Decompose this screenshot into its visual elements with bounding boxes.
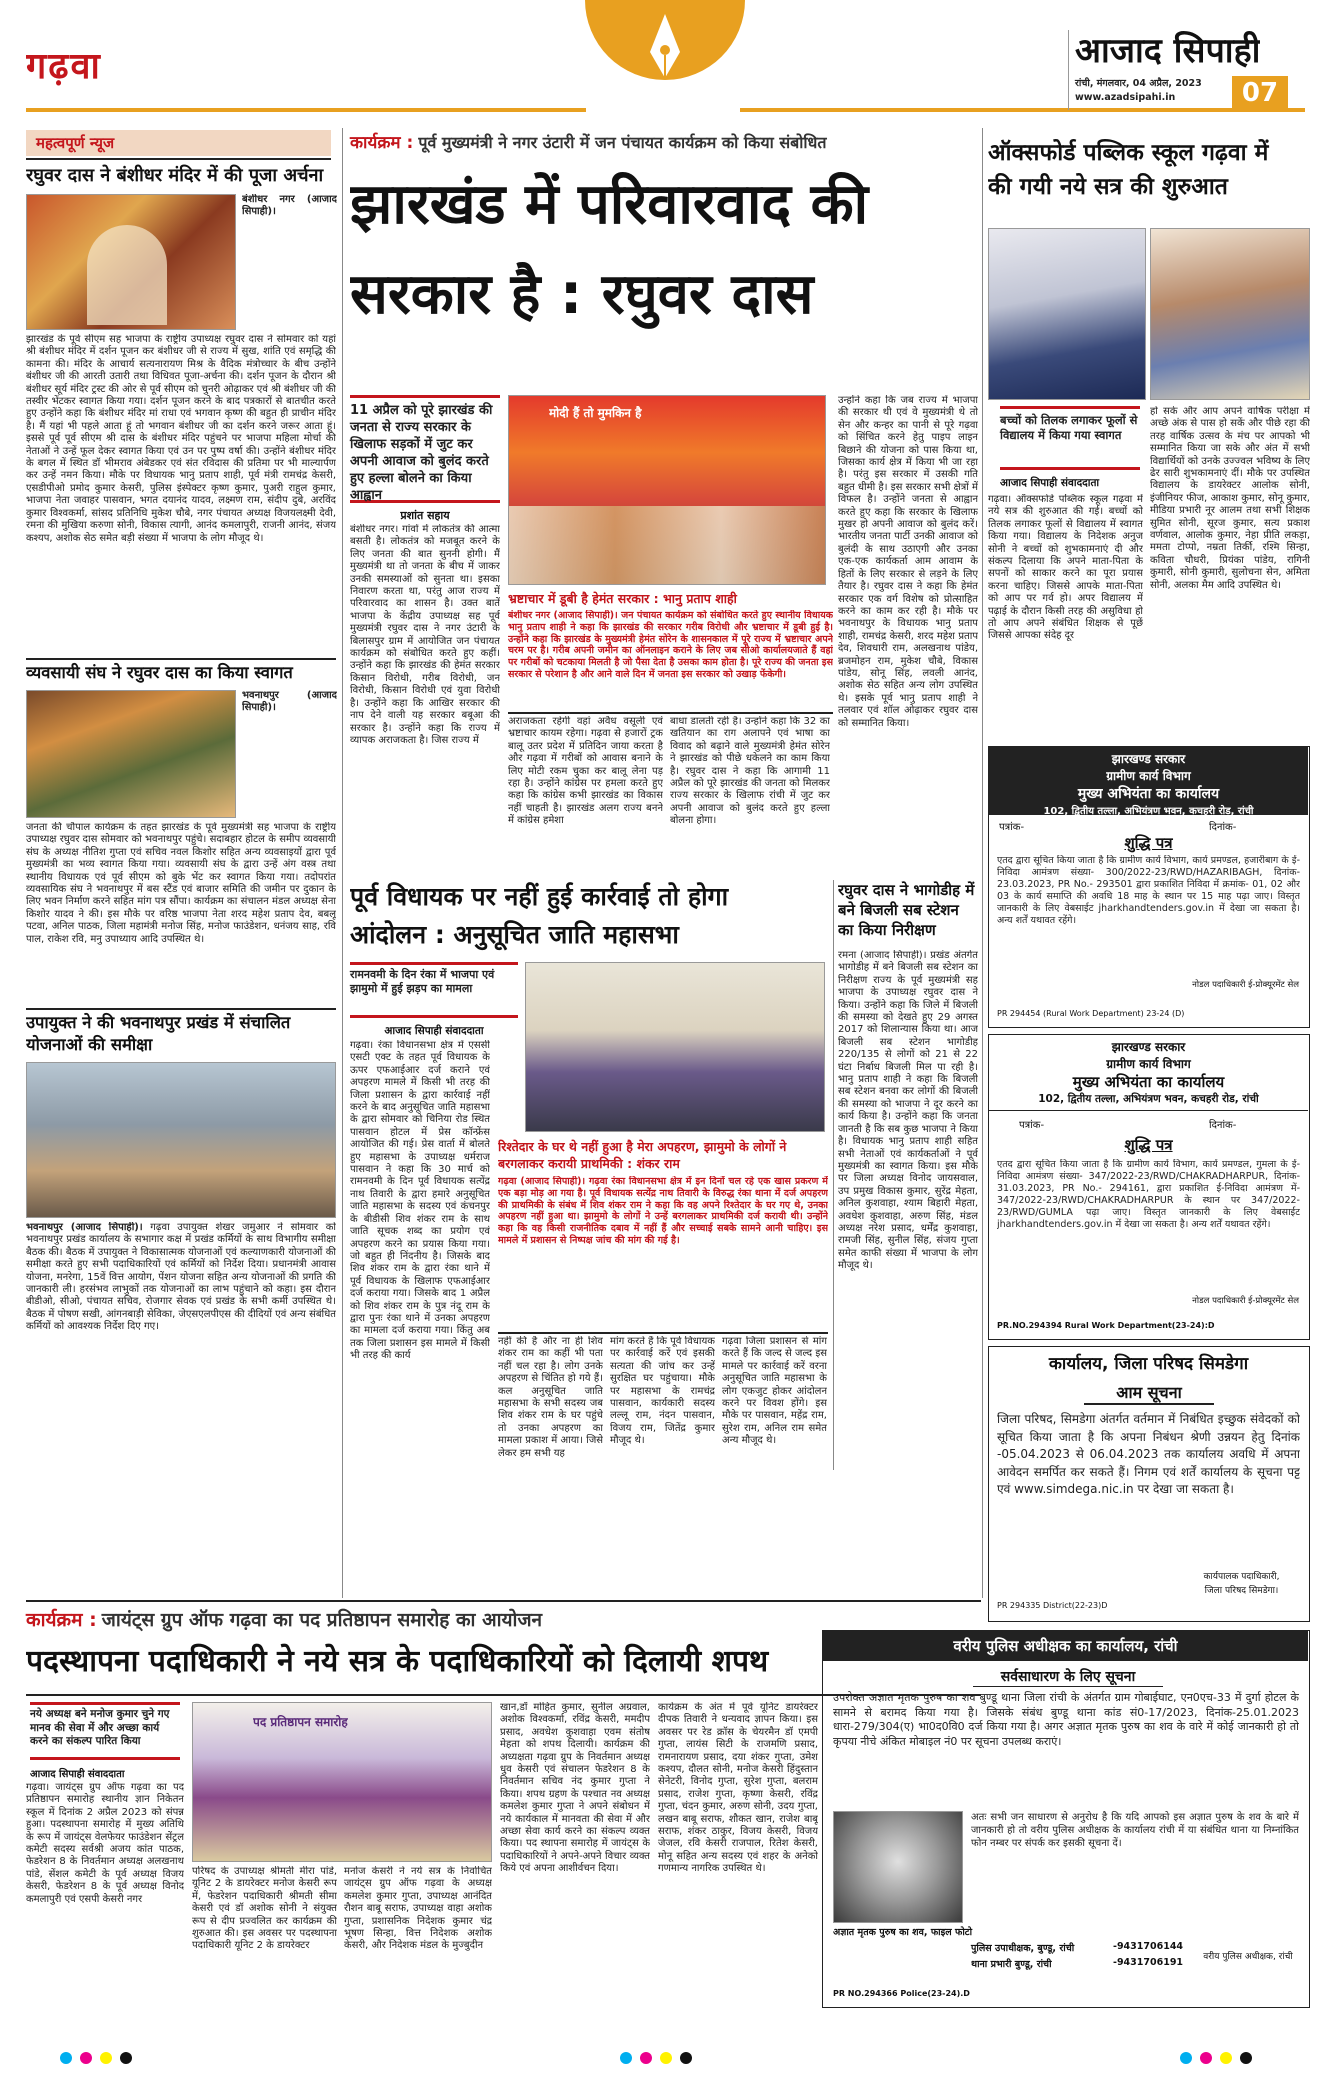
ad3-sign1: कार्यपालक पदाधिकारी, xyxy=(1203,1572,1280,1582)
ad2-dinank: दिनांक- xyxy=(1209,1120,1237,1131)
sub-body-bhanu: बंशीधर नगर (आजाद सिपाही)। जन पंचायत कार्यक्रम को संबोधित करते हुए स्थानीय विधायक भानु प्रताप शाही ने कहा कि झारखंड की सरकार गरीब विरोधी और भ्रष्टाचार में डूबी हुई है। उन्होंने कहा कि झारखंड के मुख्यमंत्री हेमंत सोरेन के शासनकाल में पूरे राज्य में भ्रष्टाचार अपने चरम पर है। गरीब अपनी जमीन का ऑनलाइन कराने के लिए जब सीओ कार्यालयजाते हैं वहां पर गरीबों को चटकाया मिलती है जो पैसा देता है उसका काम होता है। पूरे राज्य की जनता इस सरकार से परेशान है और आने वाले दिन में जनता इस सरकार को उखाड़ फेंकेगी। xyxy=(508,610,833,680)
reg-mark xyxy=(1200,2052,1212,2064)
photo-oxford-1 xyxy=(988,228,1146,400)
bottom-col3: मनोज केसरी ने नये सत्र के निर्वाचित जायंट्स ग्रुप ऑफ गढ़वा के अध्यक्ष कमलेश कुमार गुप्ता, उपाध्यक्ष आनंदित रौशन बाबू सराफ, उपाध्यक्ष वाहा अशोक गुप्ता, प्रशासनिक निदेशक कुमार चंद्र भूषण सिन्हा, वित्त निदेशक अशोक केसरी, और निदेशक मंडल के मुज्बुदीन xyxy=(344,1866,492,1952)
ad1-dinank: दिनांक- xyxy=(1209,822,1237,833)
main-kicker: कार्यक्रम : xyxy=(350,133,414,153)
divider xyxy=(26,1008,336,1010)
ad-rural-works-2 xyxy=(988,1034,1310,1340)
main-col2: अराजकता रहेगी वहां अवैध वसूली एवं भ्रष्टाचार कायम रहेगा। गढ़वा से हजारों ट्रक बालू उतर प्रदेश में प्रतिदिन जाया करता है और गढ़वा में गरीबों को आवास बनाने के लिए मोटी रकम चुका कर बालू लेना पड़ रहा है। उन्होंने कांग्रेस पर हमला करते हुए कहा कि कांग्रेस कभी झारखंड का विकास नहीं चाहती है। झारखंड अलग राज्य बनने में कांग्रेस हमेशा xyxy=(508,716,663,827)
ad-zila-parishad-simdega xyxy=(988,1346,1310,1622)
ad2-address: 102, द्वितीय तल्ला, अभियंत्रण भवन, कचहरी रोड, रांची xyxy=(1038,1093,1259,1105)
story1-dateline: बंशीधर नगर (आजाद सिपाही)। xyxy=(242,194,337,218)
main-quote: 11 अप्रैल को पूरे झारखंड की जनता से राज्य सरकार के खिलाफ सड़कों में जुट कर अपनी आवाज को बुलंद करते हुए हल्ला बोलने का किया आह्वान xyxy=(350,395,500,503)
main-deck: पूर्व मुख्यमंत्री ने नगर उंटारी में जन पंचायत कार्यक्रम को किया संबोधित xyxy=(418,133,827,152)
bottom-deck: जायंट्स ग्रुप ऑफ गढ़वा का पद प्रतिष्ठापन समारोह का आयोजन xyxy=(101,1609,543,1631)
footer-color-marks xyxy=(0,2044,1325,2074)
center2-bottom2: मांग करते हैं कि पूर्व विधायक पर कार्रवाई करें एवं इसकी सत्यता की जांच कर उन्हें सुरक्षित घर पहुंचाया। मौके पर महासभा के रामचंद्र पासवान, कार्यकारी सदस्य लल्लू राम, नंदन पासवान, विजय राम, जितेंद्र कुमार मौजूद थे। xyxy=(610,1336,715,1447)
ad2-title3: मुख्य अभियंता का कार्यालय xyxy=(1072,1073,1225,1091)
ad1-sign: नोडल पदाधिकारी ई-प्रोक्यूरमेंट सेल xyxy=(1192,980,1299,990)
photo-temple-puja xyxy=(26,194,236,330)
nib-logo-icon xyxy=(580,0,750,112)
headline-oxford: ऑक्सफोर्ड पब्लिक स्कूल गढ़वा में की गयी नये सत्र की शुरुआत xyxy=(988,140,1269,200)
reg-mark xyxy=(1240,2052,1252,2064)
photo-giants-ceremony xyxy=(192,1702,492,1862)
headline2-line2: आंदोलन : अनुसूचित जाति महासभा xyxy=(350,920,679,949)
reg-mark xyxy=(1180,2052,1192,2064)
divider xyxy=(508,712,833,714)
oxford-col2: हो सके और आप अपने वार्षिक परीक्षा में अच्छे अंक से पास हो सकें और पीछे रहा की तरह वार्षिक उत्सव के मंच पर आपको भी सम्मानित किया जा सके और अंत में सभी विद्यार्थियों को उनके उज्ज्वल भविष्य के लिए ढेर सारी शुभकामनाएं दीं। मौके पर उपस्थित विद्यालय के डायरेक्टर आलोक सोनी, इंजीनियर फीज, आकाश कुमार, सोनू कुमार, मीडिया प्रभारी नूर आलम तथा सभी शिक्षक सुमित सोनी, सूरज कुमार, सत्य प्रकाश वर्णवाल, आलोक कुमार, नेहा प्रीति लकड़ा, ममता टोप्पो, नम्रता तिर्की, रश्मि सिन्हा, कविता चौधरी, प्रियंका पांडेय, रागिनी कुमारी, सोनी कुमारी, सुलोचना सेन, अमिता सोनी, अलका मैम आदि उपस्थित थे। xyxy=(1150,406,1310,591)
ad1-address: 102, द्वितीय तल्ला, अभियंत्रण भवन, कचहरी रोड, रांची xyxy=(1043,806,1254,817)
date-line: रांची, मंगलवार, 04 अप्रैल, 2023 xyxy=(1075,78,1202,89)
main-col1: बंशीधर नगर। गांवों में लोकतंत्र की आत्मा बसती है। लोकतंत्र को मजबूत करने के लिए जनता की बात सुननी होगी। मैं मुख्यमंत्री था तो जनता के बीच में जाकर उनकी समस्याओं को सुनता था। इसका निवारण करता था, परंतु आज राज्य में परिवारवाद का शासन है। उक्त बातें भाजपा के केंद्रीय उपाध्यक्ष सह पूर्व मुख्यमंत्री रघुवर दास ने नगर उंटारी के बिलासपुर ग्राम में आयोजित जन पंचायत कार्यक्रम को संबोधित करते हुए कहीं। उन्होंने कहा कि झारखंड की हेमंत सरकार किसान विरोधी, गरीब विरोधी, जन विरोधी, किसान विरोधी एवं युवा विरोधी है। उन्होंने कहा कि आखिर सरकार की नाप देने वाली यह सरकार बबूआ की सरकार है। उन्होंने कहा कि राज्य में व्यापक अराजकता है। जिस राज्य में xyxy=(350,524,500,746)
divider xyxy=(833,880,834,1470)
ad1-title1: झारखण्ड सरकार xyxy=(1111,752,1186,766)
important-news-kicker: महत्वपूर्ण न्यूज xyxy=(26,130,331,156)
bottom-col1: गढ़वा। जायंट्स ग्रुप ऑफ गढ़वा का पद प्रतिष्ठापन समारोह स्थानीय ज्ञान निकेतन स्कूल में दिनांक 2 अप्रैल 2023 को संपन्न हुआ। पदस्थापना समारोह में मुख्य अतिथि के रूप में जायंट्स वेलफेयर फाउंडेशन सेंट्रल कमेटी सदस्य सर्वश्री अजय कांत पाठक, फेडरेशन 8 के निवर्तमान अध्यक्ष अलखनाथ पांडे, सेंशल कमेटी के पूर्व अध्यक्ष विजय केसरी, फेडरेशन 8 के पूर्व अध्यक्ष विनोद कमलापुरी एवं एसपी केसरी नगर xyxy=(26,1782,184,1905)
gold-rule-left xyxy=(26,108,586,112)
center2-quote: रामनवमी के दिन रंका में भाजपा एवं झामुमो में हुई झड़प का मामला xyxy=(350,962,518,1018)
ad1-pr: PR 294454 (Rural Work Department) 23-24 (D) xyxy=(997,1009,1185,1018)
story2-body: जनता की चौपाल कार्यक्रम के तहत झारखंड के पूर्व मुख्यमंत्री सह भाजपा के राष्ट्रीय उपाध्यक्ष रघुवर दास सोमवार को भवनाथपुर पहुंचे। सदाबहार होटल के समीप व्यवसायी संघ के अध्यक्ष नीतिश गुप्ता एवं सचिव नवल किशोर सहित अन्य व्यवसाइयों द्वारा पूर्व मुख्यमंत्री का भव्य स्वागत किया गया। व्यवसायी संघ के द्वारा उन्हें अंग वस्त्र तथा स्थानीय विधायक एवं पूर्व सीएम को बुके भेंट कर स्वागत किया गया। तदोपरांत व्यवसायिक संघ ने भवनाथपुर में बस स्टैंड एवं बाजार समिति की जमीन पर दुकान के लिए भवन निर्माण करने सहित मांग पत्र सौंपा। कार्यक्रम का संचालन मंडल अध्यक्ष सेना किशोर यादव ने की। इस मौके पर वरिष्ठ भाजपा नेता शरद महेश प्रताप देव, बबलू पटवा, अनिल पाठक, जिला महामंत्री मनोज सिंह, मनोज फाउंडेशन, धनंजय साह, रवि पाल, राकेश रवि, मनु उपाध्याय आदि उपस्थित थे। xyxy=(26,822,336,945)
bottom-col4: खान,डॉ मोहित कुमार, सुनील अग्रवाल, अशोक विश्वकर्मा, रविंद्र केसरी, ममदीप प्रसाद, अवधेश कुशवाहा एवम संतोष मेहता को शपथ दिलायी। कार्यक्रम की अध्यक्षता गढ़वा ग्रुप के निवर्तमान अध्यक्ष धुव केसरी एवं संचालन फेडरेशन 8 के निवर्तमान सचिव नंद कुमार गुप्ता ने किया। शपथ ग्रहण के पश्चात नव अध्यक्ष कमलेश कुमार गुप्ता ने अपने संबोधन में नये कार्यकाल में मानवता की सेवा में और अच्छा सेवा कार्य करने का संकल्प व्यक्त किया। पद स्थापना समारोह में जायंट्स के पदाधिकारियों ने अपने-अपने विचार व्यक्त किये एवं अपना आशीर्वचन दिया। xyxy=(500,1702,650,1875)
ad2-header xyxy=(989,1035,1308,1111)
story3-body: गढ़वा उपायुक्त शेखर जमुआर ने सोमवार को भवनाथपुर प्रखंड कार्यालय के सभागार कक्ष में प्रखंड कर्मियों के साथ विभागीय समीक्षा बैठक की। बैठक में उपायुक्त ने विकासात्मक योजनाओं एवं कल्याणकारी योजनाओं की समीक्षा करते हुए सभी पदाधिकारियों एवं कर्मियों को निर्देश दिया। प्रधानमंत्री आवास योजना, मनरेगा, 15वें वित्त आयोग, पेंशन योजना सहित अन्य योजनाओं की प्रगति की जानकारी ली। हरसंभव लाभुकों तक योजनाओं का लाभ पहुंचाने को कहा। इस दौरान बीडीओ, सीओ, पंचायत सचिव, रोजगार सेवक एवं प्रखंड के सभी कर्मी उपस्थित थे। बैठक में पोषण सखी, आंगनबाड़ी सेविका, जेएसएलपीएस की दीदियों एवं अन्य संबंधित कर्मियों को आवश्यक निर्देश दिए गए। xyxy=(26,1222,336,1333)
reg-mark xyxy=(660,2052,672,2064)
headline-ramna: रघुवर दास ने भागोडीह में बने बिजली सब स्टेशन का किया निरीक्षण xyxy=(838,881,975,939)
ramna-body: रमना (आजाद सिपाही)। प्रखंड अंतर्गत भागोडीह में बने बिजली सब स्टेशन का निरीक्षण राज्य के पूर्व मुख्यमंत्री सह भाजपा के उपाध्यक्ष रघुवर दास ने किया। उन्होंने कहा कि जिले में बिजली की समस्या को देखते हुए 29 अगस्त 2017 को शिलान्यास किया था। आज बिजली सब स्टेशन भागोडीह 220/135 से लोगों को 21 से 22 घंटा निर्बाध बिजली मिल पा रही है। भानु प्रताप शाही ने कहा कि बिजली सब स्टेशन बनवा कर लोगों की बिजली की समस्या को भाजपा ने दूर करने का कार्य किया है। उन्होंने कहा कि जनता जानती है कि सब कुछ भाजपा ने किया है। विधायक भानु प्रताप शाही सहित सभी नेताओं एवं कार्यकर्ताओं ने पूर्व मुख्यमंत्री का स्वागत किया। इस मौके पर जिला अध्यक्ष विनोद जायसवाल, उप प्रमुख विकास कुमार, सुरेंद्र मेहता, अनिल कुशवाहा, श्याम बिहारी मेहता, अवधेश कुशवाहा, अरुण सिंह, मंडल अध्यक्ष नरेश प्रसाद, धर्मेंद्र कुशवाहा, रामजी सिंह, सुनील सिंह, संजय गुप्ता समेत काफी संख्या में भाजपा के लोग मौजूद थे। xyxy=(838,950,978,1272)
bottom-headline: पदस्थापना पदाधिकारी ने नये सत्र के पदाधिकारियों को दिलायी शपथ xyxy=(26,1644,769,1679)
photo-vyavsayi-welcome xyxy=(26,690,236,818)
photo-oxford-2 xyxy=(1150,228,1310,400)
headline-vyavsayi: व्यवसायी संघ ने रघुवर दास का किया स्वागत xyxy=(26,663,293,682)
ad4-phone1: -9431706144 xyxy=(1113,1941,1184,1952)
reg-mark xyxy=(120,2052,132,2064)
ad4-contact2: थाना प्रभारी बुण्डू, रांची xyxy=(971,1959,1052,1970)
reg-mark xyxy=(640,2052,652,2064)
ad1-shuddhi: शुद्धि पत्र xyxy=(1124,834,1173,852)
bottom-kicker: कार्यक्रम : xyxy=(26,1609,97,1631)
story1-text-side xyxy=(242,194,337,330)
ad-police-ranchi xyxy=(822,1630,1310,2008)
ad4-body2: अतः सभी जन साधारण से अनुरोध है कि यदि आपको इस अज्ञात पुरुष के शव के बारे में जानकारी हो तो वरीय पुलिस अधीक्षक के कार्यालय रांची में या संबंधित थाना या निम्नांकित फोन नम्बर पर संपर्क कर इसकी सूचना दें। xyxy=(971,1812,1299,1849)
ad3-pr: PR 294335 District(22-23)D xyxy=(997,1601,1108,1610)
bottom-byline: आजाद सिपाही संवाददाता xyxy=(30,1769,125,1780)
ad4-body: उपरोक्त अज्ञात मृतक पुरुष का शव बुण्डू थाना जिला रांची के अंतर्गत ग्राम गोबाईघाट, एन0एच-33 में दुर्गा होटल के सामने से बरामद किया गया है। जिसके संबंध बुण्डू थाना कांड सं0-17/2023, दिनांक-25.01.2023 धारा-279/304(ए) भा0द0वि0 दर्ज किया गया है। अगर अज्ञात मृतक पुरुष का शव के वारे में कोई जानकारी हो तो कृपया नीचे अंकित मोबाइल नं0 पर सूचना उपलब्ध कराएं। xyxy=(833,1691,1299,1748)
website[interactable]: www.azadsipahi.in xyxy=(1075,92,1176,103)
bottom-col2: परिषद के उपाध्यक्ष श्रीमती मीरा पांडे, यूनिट 2 के डायरेक्टर मनोज केसरी रूप में, फेडरेशन पदाधिकारी श्रीमती सीमा केसरी एवं डॉ अशोक सोनी ने संयुक्त रूप से दीप प्रज्वलित कर कार्यक्रम की शुरुआत की। इस अवसर पर पदस्थापना पदाधिकारी यूनिट 2 के डायरेक्टर xyxy=(192,1866,337,1952)
masthead-divider xyxy=(1068,30,1069,110)
reg-mark xyxy=(60,2052,72,2064)
ad4-notice: सर्वसाधारण के लिए सूचना xyxy=(973,1667,1163,1687)
reg-mark xyxy=(80,2052,92,2064)
ad2-body: एतद द्वारा सूचित किया जाता है कि ग्रामीण कार्य विभाग, कार्य प्रमण्डल, गुमला के ई-निविदा आमंत्रण संख्या- 347/2022-23/RWD/CHAKRADHARPUR, दिनांक- 31.03.2023, PR No.- 294161, द्वारा प्रकाशित ई-निविदा आमंत्रण में- 347/2022-23/RWD/CHAKRADHARPUR के स्थान पर 347/2022-23/RWD/GUMLA पढ़ा जाए। विस्तृत जानकारी के लिए वेबसाईट jharkhandtenders.gov.in में देखा जा सकता है। अन्य शर्तें यथावत रहेंगे। xyxy=(997,1159,1300,1230)
ad1-header xyxy=(989,747,1308,815)
divider xyxy=(26,658,336,660)
story2-text-side xyxy=(242,690,337,818)
ad2-patrank: पत्रांक- xyxy=(1019,1120,1045,1131)
divider xyxy=(342,128,343,1598)
photo-banner-text: मोदी हैं तो मुमकिन है xyxy=(549,406,642,420)
photo-jan-panchayat-stage xyxy=(508,395,826,585)
photo-review-meeting xyxy=(26,1062,336,1218)
divider xyxy=(982,128,983,1598)
photo-figure xyxy=(87,225,167,325)
oxford-byline: आजाद सिपाही संवाददाता xyxy=(1000,477,1100,489)
main-headline-line1: झारखंड में परिवारवाद की xyxy=(350,172,869,237)
center2-bottom3: गढ़वा जिला प्रशासन से मांग करते हैं कि जल्द से जल्द इस मामले पर कार्रवाई करें वरना अनुसूचित जाति महासभा के लोग एकजुट होकर आंदोलन करने पर विवश होंगे। इस मौके पर पासवान, महेंद्र राम, सुरेश राम, अनिल राम समेत अन्य मौजूद थे। xyxy=(722,1336,827,1447)
ad2-title1: झारखण्ड सरकार xyxy=(1111,1040,1186,1054)
ad1-title2: ग्रामीण कार्य विभाग xyxy=(1106,769,1191,783)
ad4-sign: वरीय पुलिस अधीक्षक, रांची xyxy=(1203,1952,1293,1962)
giants-banner-text: पद प्रतिष्ठापन समारोह xyxy=(253,1715,348,1729)
bottom-col5: कार्यक्रम के अंत में पूर्व यूनिट डायरेक्टर दीपक तिवारी ने धन्यवाद ज्ञापन किया। इस अवसर पर रेड क्रॉस के चेयरमैन डॉ एमपी गुप्ता, लायंस सिटी के राजमणि प्रसाद, रामनारायण प्रसाद, दया शंकर गुप्ता, उमेश कश्यप, दौलत सोनी, मनोज केसरी हिंदुस्तान सेनेटरी, विनोद गुप्ता, सुरेश गुप्ता, बलराम प्रसाद, राजेश गुप्ता, कृष्णा केसरी, रविंद्र गुप्ता, चंदन कुमार, अरुण सोनी, उदय गुप्ता, लखन बाबू सराफ, शौकत खान, राजेश बाबू सराफ, शंकर ठाकुर, विजय केसरी, विजय जेजल, रवि केसरी राजपाल, रितेश केसरी, मोनू सहित अन्य सदस्य एवं शहर के अनेको गणमान्य नागरिक उपस्थित थे। xyxy=(658,1702,818,1875)
ad2-sign: नोडल पदाधिकारी ई-प्रोक्यूरमेंट सेल xyxy=(1192,1296,1299,1306)
ad2-shuddhi: शुद्धि पत्र xyxy=(1124,1136,1173,1154)
ad2-title2: ग्रामीण कार्य विभाग xyxy=(1106,1057,1191,1071)
ad1-title3: मुख्य अभियंता का कार्यालय xyxy=(1077,786,1220,802)
story3-dateline: भवनाथपुर (आजाद सिपाही)। xyxy=(26,1222,143,1233)
paper-name: आजाद सिपाही xyxy=(1075,31,1261,71)
ad-rural-works-1 xyxy=(988,746,1310,1028)
deck-row xyxy=(350,130,970,164)
ad4-title: वरीय पुलिस अधीक्षक का कार्यालय, रांची xyxy=(823,1631,1308,1661)
ad3-notice: आम सूचना xyxy=(1084,1381,1214,1405)
main-byline: प्रशांत सहाय xyxy=(400,509,450,522)
headline-upayukt: उपायुक्त ने की भवनाथपुर प्रखंड में संचालित योजनाओं की समीक्षा xyxy=(26,1013,291,1054)
gold-rule-right xyxy=(740,108,1305,112)
main-col4: उन्होंने कहा कि जब राज्य में भाजपा की सरकार थी एवं वे मुख्यमंत्री थे तो सेन और कन्हर का पानी से पूरे गढ़वा को सिंचित करने हेतु पाइप लाइन बिछाने की योजना को पास किया था, जिसका कार्य क्षेत्र में किया भी जा रहा है। परंतु इस सरकार में उसकी गति बहुत धीमी है। इस सरकार सभी क्षेत्रों में विफल है। उन्होंने जनता से आह्वान करते हुए कहा कि सरकार के खिलाफ मुखर हो अपनी आवाज को बुलंद करें। भारतीय जनता पार्टी उनकी आवाज को बुलंदी के साथ उठाएगी और उनका एक-एक कार्यकर्ता आम आवाम के हितों के लिए सरकार से लड़ने के लिए तैयार है। रघुवर दास ने कहा कि हेमंत सरकार एक वर्ग विशेष को प्रोत्साहित करने का काम कर रही है। मौके पर भवनाथपुर के विधायक भानु प्रताप शाही, रामचंद्र केसरी, शरद महेश प्रताप देव, शिवधारी राम, अलखनाथ पांडेय, ब्रजमोहन राम, मुकेश चौबे, विकास पांडेय, सोनू सिंह, लवली आनंद, अशोक सेठ सहित अन्य लोग उपस्थित थे। इसके पूर्व भानु प्रताप शाही ने तलवार एवं शॉल ओढ़ाकर रघुवर दास को सम्मानित किया। xyxy=(838,395,978,729)
sub-body-shankar: गढ़वा (आजाद सिपाही)। गढ़वा रंका विधानसभा क्षेत्र में इन दिनों चल रहे एक खास प्रकरण में एक बड़ा मोड़ आ गया है। पूर्व विधायक सत्येंद्र नाथ तिवारी के विरुद्ध रंका थाना में दर्ज अपहरण की प्राथमिकी के संबंध में शिव शंकर राम ने कहा कि वह अपने रिश्तेदार के घर गए थे, उनका अपहरण नहीं हुआ था। झामुमो के लोगों ने उन्हें बरगलाकर प्राथमिकी दर्ज करायी थी। उन्होंने कहा कि वह किसी राजनीतिक दबाव में नहीं हैं और सच्चाई सबके सामने आनी चाहिए। इस मामले में प्रशासन से निष्पक्ष जांच की मांग की गई है। xyxy=(498,1176,828,1246)
ad3-sign2: जिला परिषद सिमडेगा। xyxy=(1204,1586,1279,1596)
section-name: गढ़वा xyxy=(26,46,102,87)
ad4-caption: अज्ञात मृतक पुरुष का शव, फाइल फोटो xyxy=(833,1927,973,1938)
story3-text xyxy=(26,1222,336,1594)
ad1-patrank: पत्रांक- xyxy=(999,822,1025,833)
page-number: 07 xyxy=(1232,76,1288,110)
ad4-phone2: -9431706191 xyxy=(1113,1957,1184,1968)
center2-bottom1: नहीं की है और ना ही शिव शंकर राम का कहीं भी पता नहीं चल रहा है। लोग उनके अपहरण से चिंतित हो गये हैं। कल अनुसूचित जाति महासभा के सभी सदस्य जब शिव शंकर राम के घर पहुंचे तो उनका अपहरण का मामला प्रकाश में आया। जिसे लेकर हम सभी यह xyxy=(498,1336,603,1459)
ad3-title: कार्यालय, जिला परिषद सिमडेगा xyxy=(1048,1354,1249,1374)
sub-headline-shankar: रिश्तेदार के घर थे नहीं हुआ है मेरा अपहरण, झामुमो के लोगों ने बरगलाकर करायी प्राथमिकी : शंकर राम xyxy=(498,1139,787,1171)
reg-mark xyxy=(1220,2052,1232,2064)
masthead xyxy=(0,0,1325,118)
headline-banshidhar: रघुवर दास ने बंशीधर मंदिर में की पूजा अर्चना xyxy=(26,165,324,186)
photo-press-conference xyxy=(525,962,825,1132)
main-col3: बाधा डालती रही है। उन्होंने कहा कि 32 का खतियान का राग अलापने एवं भाषा का विवाद को बढ़ाने वाले मुख्यमंत्री हेमंत सोरेन ने झारखंड को पीछे धकेलने का काम किया है। रघुवर दास ने कहा कि आगामी 11 अप्रैल को पूरे झारखंड की जनता को मिलकर राज्य सरकार के खिलाफ रांची में जुट कर अपनी आवाज को बुलंद करते हुए हल्ला बोलना होगा। xyxy=(670,716,830,827)
center2-byline: आजाद सिपाही संवाददाता xyxy=(384,1025,484,1037)
divider xyxy=(26,158,331,160)
headline2-line1: पूर्व विधायक पर नहीं हुई कार्रवाई तो होगा xyxy=(350,882,729,911)
ad2-pr: PR.NO.294394 Rural Work Department(23-24):D xyxy=(997,1321,1215,1330)
sub-headline-bhanu: भ्रष्टाचार में डूबी है हेमंत सरकार : भानु प्रताप शाही xyxy=(508,591,737,606)
reg-mark xyxy=(100,2052,112,2064)
main-headline-line2: सरकार है : रघुवर दास xyxy=(350,262,814,327)
ad4-contact1: पुलिस उपाधीक्षक, बुण्डू, रांची xyxy=(971,1943,1075,1954)
center2-col1: गढ़वा। रंका विधानसभा क्षेत्र में एससी एसटी एक्ट के तहत पूर्व विधायक के ऊपर एफआईआर दर्ज कराने एवं अपहरण मामले में किसी भी तरह की जिला प्रशासन के द्वारा कार्रवाई नहीं करने के बाद अनुसूचित जाति महासभा के द्वारा सोमवार को चिनिया रोड स्थित पासवान होटल में प्रेस कॉन्फ्रेंस आयोजित की गई। प्रेस वार्ता में बोलते हुए महासभा के उपाध्यक्ष धर्मराज पासवान ने कहा कि 30 मार्च को रामनवमी के दिन पूर्व विधायक सत्येंद्र नाथ तिवारी के द्वारा हमारे अनुसूचित जाति महासभा के सदस्य एवं कंचनपुर के बीडीसी शिव शंकर राम के साथ जाति सूचक शब्द का प्रयोग एवं अपहरण करने का प्रयास किया गया। जो बहुत ही निंदनीय है। जिसके बाद शिव शंकर राम के द्वारा रंका थाने में पूर्व विधायक के खिलाफ एफआईआर दर्ज कराया गया। जिसके बाद 1 अप्रैल को शिव शंकर राम के पुत्र नंदू राम के द्वारा पुनः रंका थाने में उनका अपहरण का मामला दर्ज कराया गया। किंतु अब तक जिला प्रशासन इस मामले में किसी भी तरह की कार्य xyxy=(350,1040,490,1362)
photo-unidentified-body xyxy=(833,1811,963,1923)
ad3-body: जिला परिषद, सिमडेगा अंतर्गत वर्तमान में निबंधित इच्छुक संवेदकों को सूचित किया जाता है कि अपना निबंधन श्रेणी उन्नयन हेतु दिनांक -05.04.2023 से 06.04.2023 तक कार्यालय अवधि में अपना आवेदन समर्पित कर सकते हैं। निगम एवं शर्तें कार्यालय के सूचना पट्ट एवं www.simdega.nic.in पर देखा जा सकता है। xyxy=(997,1412,1300,1496)
divider xyxy=(498,1332,828,1334)
reg-mark xyxy=(620,2052,632,2064)
bottom-quote: नये अध्यक्ष बने मनोज कुमार चुने गए मानव की सेवा में और अच्छा कार्य करने का संकल्प पारित किया xyxy=(30,1702,180,1760)
oxford-col1: गढ़वा। ऑक्सफोर्ड पब्लिक स्कूल गढ़वा में नये सत्र की शुरुआत की गई। बच्चों को तिलक लगाकर फूलों से विद्यालय में स्वागत किया गया। विद्यालय के निदेशक अनुज सोनी ने बच्चों को शुभकामनाएं दी और संकल्प दिलाया कि अपने माता-पिता के सपनों को साकार करने का पूरा प्रयास करना चाहिए। जिससे आपके माता-पिता को आप पर गर्व हो। अपर विद्यालय में पढ़ाई के दौरान किसी तरह की असुविधा हो तो आप अपने संबंधित शिक्षक से पूछें जिससे आपका संदेह दूर xyxy=(988,494,1143,642)
ad1-body: एतद द्वारा सूचित किया जाता है कि ग्रामीण कार्य विभाग, कार्य प्रमण्डल, हजारीबाग के ई-निविदा आमंत्रण संख्या- 300/2022-23/RWD/HAZARIBAGH, दिनांक- 23.03.2023, PR No.- 293501 द्वारा प्रकाशित निविदा में क्रमांक- 01, 02 और 03 के कार्य समाप्ति की अवधि 18 माह के स्थान पर 15 माह पढ़ा जाए। विस्तृत जानकारी के लिए वेबसाईट jharkhandtenders.gov.in में देखा जा सकता है। अन्य शर्तें यथावत रहेंगे। xyxy=(997,855,1300,926)
story2-dateline: भवनाथपुर (आजाद सिपाही)। xyxy=(242,690,337,714)
story1-body: झारखंड के पूर्व सीएम सह भाजपा के राष्ट्रीय उपाध्यक्ष रघुवर दास ने सोमवार को यहां श्री बंशीधर मंदिर में दर्शन पूजन कर बंशीधर जी से राज्य में सुख, शांति एवं समृद्धि की कामना की। मंदिर के आचार्य सत्यनारायण मिश्र के वैदिक मंत्रोच्चार के बीच उन्होंने बंशीधर जी की आरती उतारी तथा विधिवत पूजा-अर्चना की। दर्शन पूजन के दौरान श्री बंशीधर सूर्य मंदिर ट्रस्ट की ओर से पूर्व सीएम को चुनरी ओढ़ाकर एवं श्री बंशीधर जी की तस्वीर भेंटकर स्वागत किया गया। दर्शन पूजन करने के बाद पत्रकारों से बातचीत करते हुए उन्होंने कहा कि बंशीधर मंदिर मां राधा एवं भगवान कृष्ण की बहुत ही प्राचीन मंदिर है। मैं यहां भी पहले आता हूं तो भगवान बंशीधर जी का दर्शन करने जरूर आता हूं। इससे पूर्व पूर्व सीएम श्री दास के बंशीधर मंदिर पहुंचने पर भाजपा महिला मोर्चा की नेताओं ने उन्हें फूल देकर स्वागत किया एवं उन पर पुष्प वर्षा की। उन्होंने बंशीधर मंदिर के बगल में स्थित डॉ भीमराव अंबेडकर एवं संत रविदास की प्रतिमा पर भी माल्यार्पण कर उन्हें नमन किया। मौके पर विधायक भानु प्रताप शाही, पूर्व मंत्री रामचंद्र केसरी, एसडीपीओ प्रमोद कुमार केसरी, पुलिस इंस्पेक्टर कृष्ण कुमार, पुअरी राहुल कुमार, भाजपा नेता जवाहर पासवान, भगत दयानंद यादव, लक्ष्मण राम, संदीप दुबे, अरविंद कुमार विश्वकर्मा, सांसद प्रतिनिधि मुकेश चौबे, नगर पंचायत अध्यक्ष विजयलक्ष्मी देवी, रमना की मुखिया करुणा सोनी, विकास त्यागी, आनंद कमलापुरी, राजनी आनंद, संजय कश्यप, अशोक सेठ समेत बड़ी संख्या में भाजपा के लोग मौजूद थे। xyxy=(26,334,336,544)
stage-crowd xyxy=(509,506,826,585)
oxford-quote: बच्चों को तिलक लगाकर फूलों से विद्यालय में किया गया स्वागत xyxy=(1000,406,1140,470)
ad4-pr: PR NO.294366 Police(23-24).D xyxy=(833,1989,970,1998)
divider xyxy=(26,1600,981,1602)
reg-mark xyxy=(680,2052,692,2064)
